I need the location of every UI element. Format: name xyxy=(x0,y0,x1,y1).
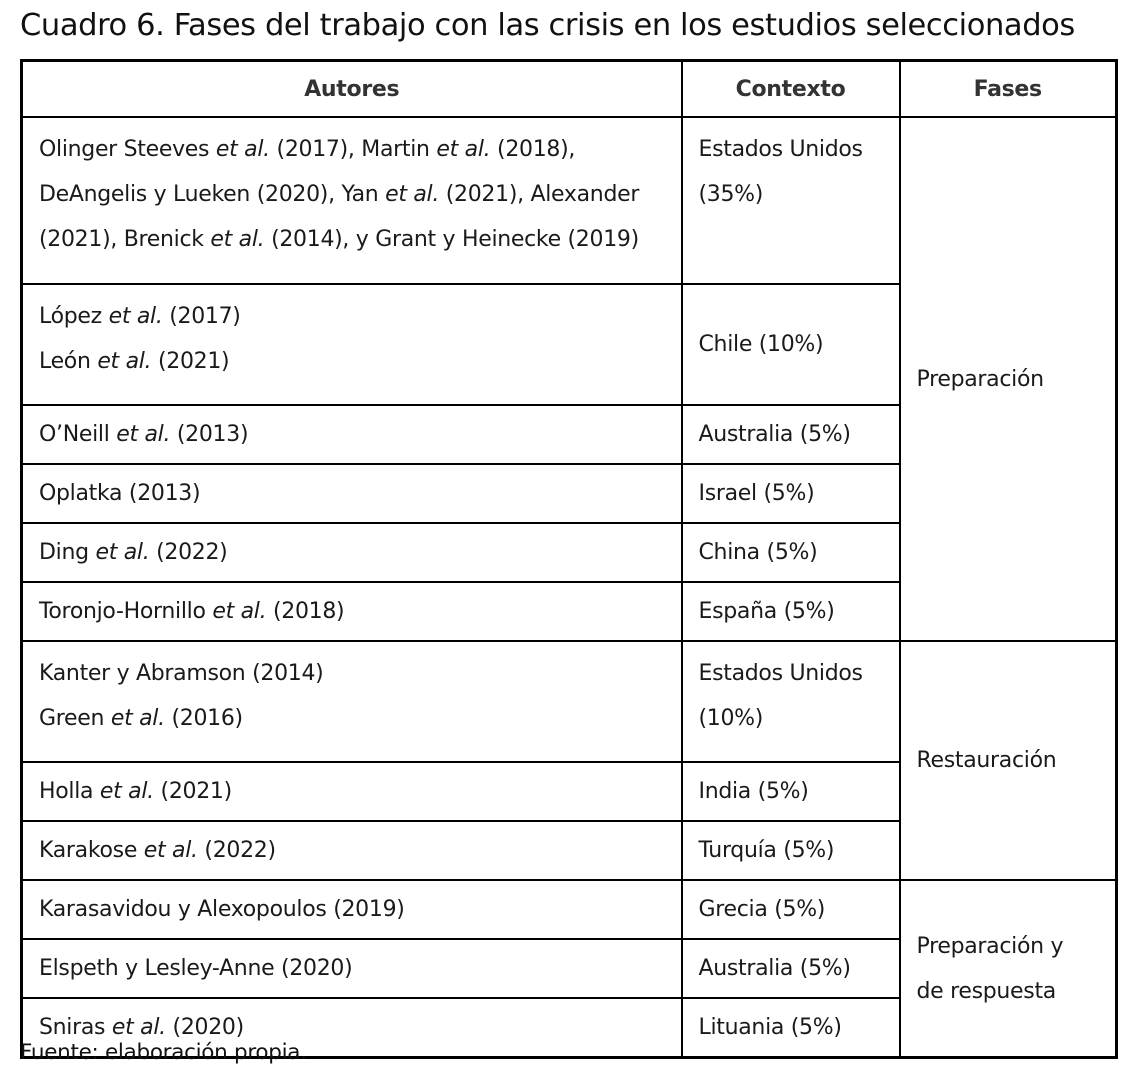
author-text: León xyxy=(39,349,98,374)
author-text: DeAngelis y Lueken (2020), Yan xyxy=(39,182,386,207)
cell-contexto xyxy=(682,582,900,641)
context-line: Grecia (5%) xyxy=(698,897,826,922)
author-line xyxy=(39,172,665,217)
context-line: Estados Unidos xyxy=(698,137,863,162)
author-text: López xyxy=(39,304,109,329)
cell-contexto xyxy=(682,523,900,582)
cell-contexto xyxy=(682,880,900,939)
context-line: (35%) xyxy=(698,182,764,207)
header-row xyxy=(22,61,1117,118)
et-al-text: et al. xyxy=(99,779,154,804)
author-text: Sniras xyxy=(39,1015,112,1040)
context-line: India (5%) xyxy=(698,779,809,804)
table-body xyxy=(22,117,1117,1058)
author-line xyxy=(39,946,665,991)
fase-line: Preparación y xyxy=(916,933,1064,959)
cell-contexto xyxy=(682,641,900,762)
cell-autores xyxy=(22,405,682,464)
author-text: (2017), Martin xyxy=(269,137,437,162)
et-al-text: et al. xyxy=(111,1015,166,1040)
author-text: (2018), xyxy=(490,137,576,162)
table-row xyxy=(22,880,1117,939)
author-line xyxy=(39,339,665,384)
author-line xyxy=(39,530,665,575)
context-line: Israel (5%) xyxy=(698,481,815,506)
cell-contexto xyxy=(682,821,900,880)
et-al-text: et al. xyxy=(95,540,150,565)
et-al-text: et al. xyxy=(110,706,165,731)
cell-autores xyxy=(22,762,682,821)
author-text: Olinger Steeves xyxy=(39,137,216,162)
author-line xyxy=(39,127,665,172)
author-text: (2021) xyxy=(153,779,232,804)
author-text: Ding xyxy=(39,540,96,565)
author-text: Holla xyxy=(39,779,100,804)
table-title: Cuadro 6. Fases del trabajo con las crisis en los estudios seleccionados xyxy=(20,8,1075,43)
cell-contexto xyxy=(682,284,900,405)
author-text: (2021) xyxy=(151,349,230,374)
et-al-text: et al. xyxy=(116,422,171,447)
et-al-text: et al. xyxy=(108,304,163,329)
author-line xyxy=(39,217,665,262)
et-al-text: et al. xyxy=(385,182,440,207)
cell-fase xyxy=(900,117,1117,641)
author-text: Karakose xyxy=(39,838,144,863)
author-line xyxy=(39,589,665,634)
context-line: Australia (5%) xyxy=(698,956,851,981)
et-al-text: et al. xyxy=(436,137,491,162)
author-line xyxy=(39,294,665,339)
context-line: Chile (10%) xyxy=(698,332,824,357)
author-text: Karasavidou y Alexopoulos (2019) xyxy=(39,897,405,922)
author-text: Kanter y Abramson (2014) xyxy=(39,661,324,686)
cell-autores xyxy=(22,582,682,641)
fase-line: de respuesta xyxy=(916,978,1056,1004)
author-text: Elspeth y Lesley-Anne (2020) xyxy=(39,956,353,981)
header-contexto: Contexto xyxy=(682,61,900,118)
author-text: Toronjo-Hornillo xyxy=(39,599,213,624)
cell-contexto xyxy=(682,939,900,998)
context-line: España (5%) xyxy=(698,599,835,624)
fase-line: Restauración xyxy=(916,748,1057,773)
table-row xyxy=(22,117,1117,284)
phases-table xyxy=(20,59,1118,1059)
author-text: (2021), Brenick xyxy=(39,227,211,252)
cell-autores xyxy=(22,464,682,523)
author-text: (2020) xyxy=(165,1015,244,1040)
author-line xyxy=(39,651,665,696)
header-fases: Fases xyxy=(900,61,1117,118)
fase-line: Preparación xyxy=(916,366,1044,392)
cell-fase xyxy=(900,880,1117,1058)
cell-autores xyxy=(22,641,682,762)
author-text: Green xyxy=(39,706,111,731)
author-line xyxy=(39,696,665,741)
et-al-text: et al. xyxy=(143,838,198,863)
et-al-text: et al. xyxy=(215,137,270,162)
cell-contexto xyxy=(682,762,900,821)
context-line: (10%) xyxy=(698,706,764,731)
et-al-text: et al. xyxy=(212,599,267,624)
author-text: (2022) xyxy=(197,838,276,863)
cell-autores xyxy=(22,523,682,582)
cell-autores xyxy=(22,284,682,405)
cell-contexto xyxy=(682,998,900,1058)
author-line xyxy=(39,828,665,873)
et-al-text: et al. xyxy=(210,227,265,252)
context-line: Turquía (5%) xyxy=(698,838,835,863)
author-text: (2014), y Grant y Heinecke (2019) xyxy=(264,227,639,252)
author-line xyxy=(39,769,665,814)
cell-contexto xyxy=(682,405,900,464)
cell-autores xyxy=(22,880,682,939)
cell-autores xyxy=(22,939,682,998)
cell-fase xyxy=(900,641,1117,880)
author-text: O’Neill xyxy=(39,422,117,447)
context-line: Lituania (5%) xyxy=(698,1015,842,1040)
author-line xyxy=(39,471,665,516)
cell-autores xyxy=(22,821,682,880)
cell-contexto xyxy=(682,117,900,284)
author-line xyxy=(39,412,665,457)
author-text: (2018) xyxy=(266,599,345,624)
et-al-text: et al. xyxy=(97,349,152,374)
source-note: Fuente: elaboración propia. xyxy=(20,1040,307,1065)
author-text: (2021), Alexander xyxy=(439,182,640,207)
context-line: Estados Unidos xyxy=(698,661,863,686)
author-text: (2017) xyxy=(162,304,241,329)
author-text: (2022) xyxy=(149,540,228,565)
context-line: Australia (5%) xyxy=(698,422,851,447)
context-line: China (5%) xyxy=(698,540,818,565)
author-line xyxy=(39,887,665,932)
author-text: (2016) xyxy=(164,706,243,731)
table-row xyxy=(22,641,1117,762)
header-autores: Autores xyxy=(22,61,682,118)
cell-autores xyxy=(22,117,682,284)
author-text: (2013) xyxy=(170,422,249,447)
cell-contexto xyxy=(682,464,900,523)
author-text: Oplatka (2013) xyxy=(39,481,201,506)
